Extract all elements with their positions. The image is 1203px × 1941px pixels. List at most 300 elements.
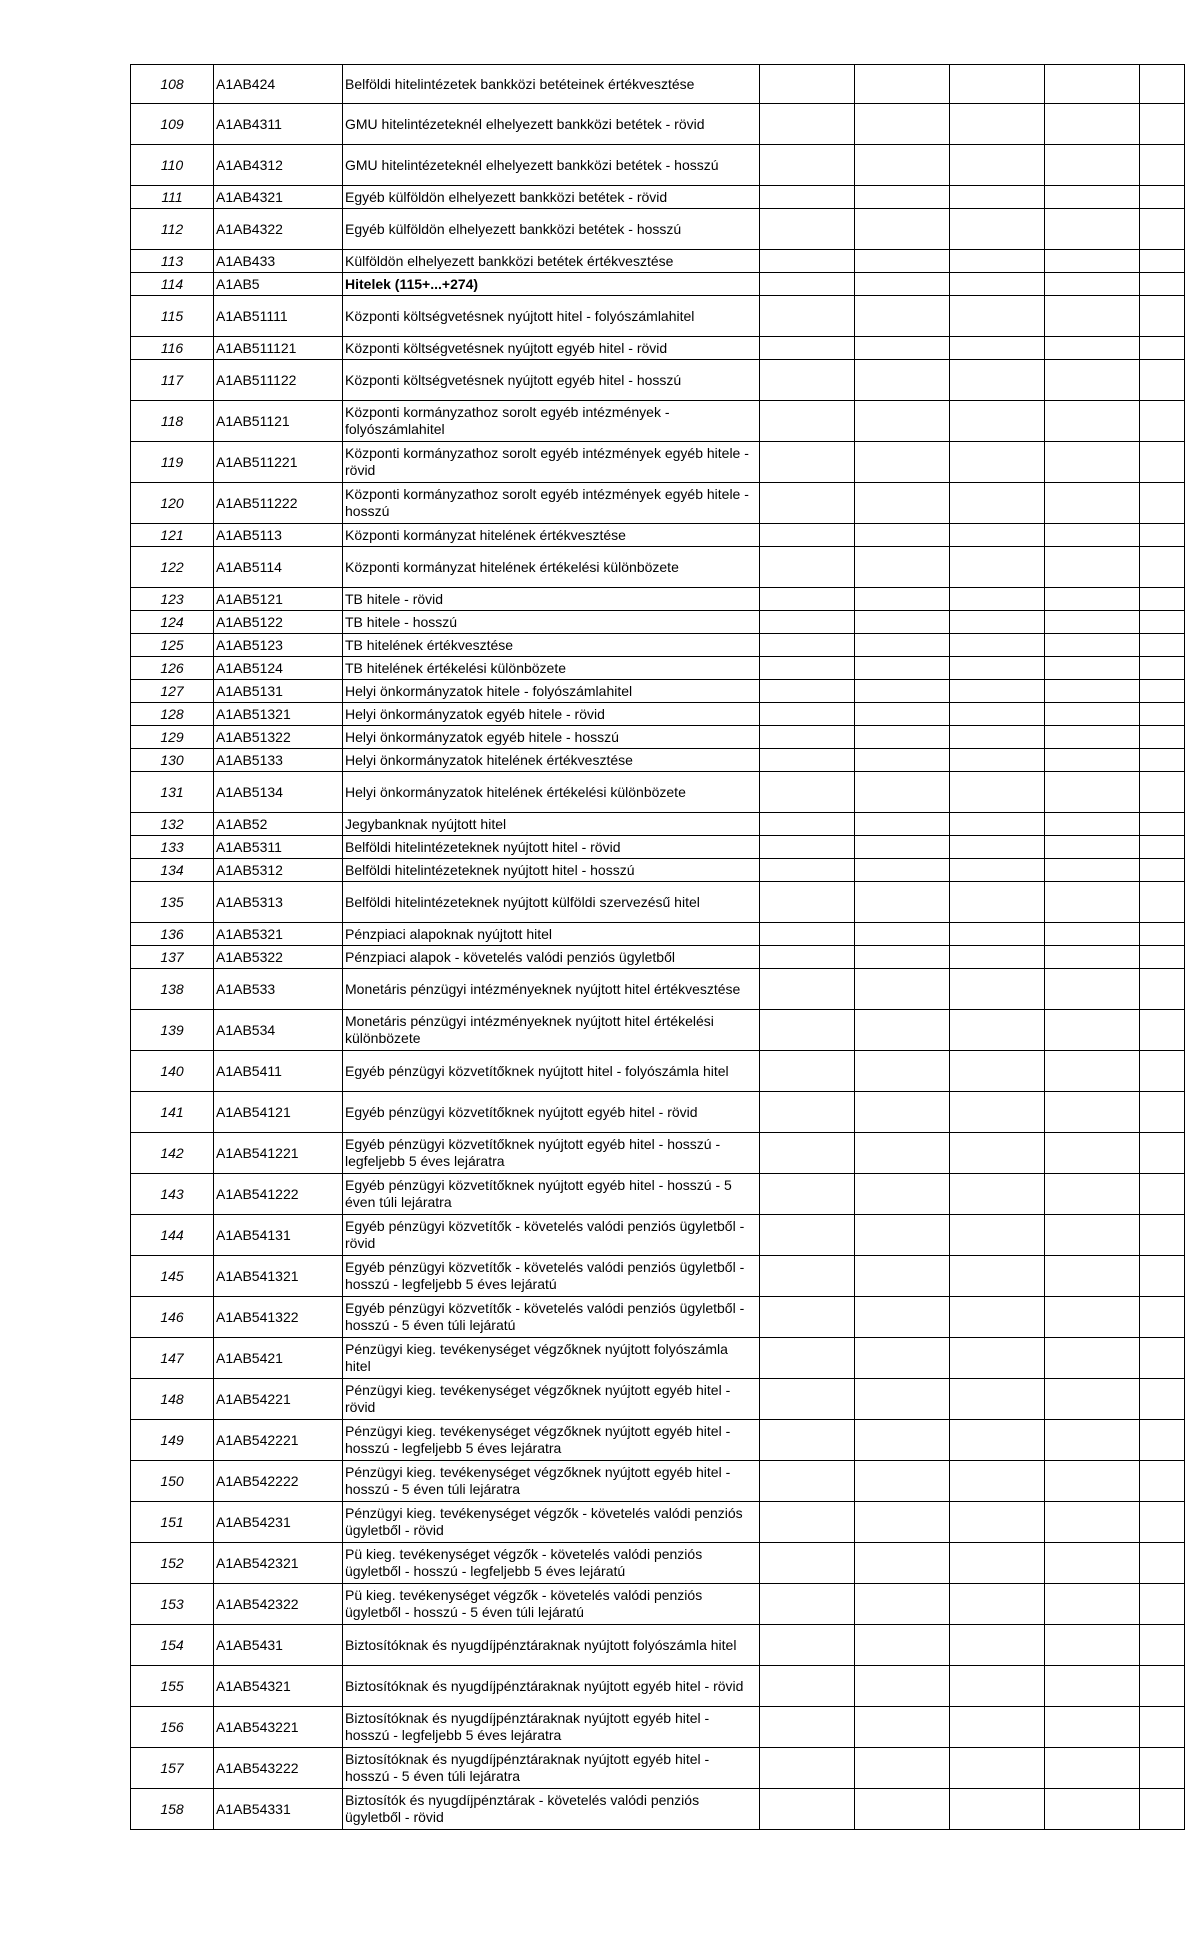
value-cell	[855, 1543, 950, 1584]
account-code-cell: A1AB424	[214, 65, 343, 104]
table-row	[131, 186, 1185, 209]
value-cell	[760, 401, 855, 442]
value-cell	[760, 657, 855, 680]
table-row	[131, 547, 1185, 588]
table-row	[131, 104, 1185, 145]
value-cell	[855, 401, 950, 442]
value-cell	[950, 65, 1045, 104]
value-cell	[1140, 1584, 1185, 1625]
value-cell	[950, 969, 1045, 1010]
value-cell	[855, 547, 950, 588]
description-cell: Helyi önkormányzatok hitelének értékelési különbözete	[343, 772, 760, 813]
value-cell	[950, 772, 1045, 813]
account-code-cell: A1AB54121	[214, 1092, 343, 1133]
description-cell: Központi költségvetésnek nyújtott hitel - folyószámlahitel	[343, 296, 760, 337]
description-cell: Központi kormányzat hitelének értékvesztése	[343, 524, 760, 547]
row-number-cell: 110	[131, 145, 214, 186]
value-cell	[950, 611, 1045, 634]
value-cell	[950, 1666, 1045, 1707]
value-cell	[760, 1051, 855, 1092]
description-cell: Egyéb pénzügyi közvetítők - követelés valódi penziós ügyletből - hosszú - 5 éven túli lejáratú	[343, 1297, 760, 1338]
row-number-cell: 144	[131, 1215, 214, 1256]
value-cell	[855, 1789, 950, 1830]
description-cell: Központi költségvetésnek nyújtott egyéb hitel - rövid	[343, 337, 760, 360]
table-row	[131, 401, 1185, 442]
table-row	[131, 611, 1185, 634]
row-number-cell: 121	[131, 524, 214, 547]
description-cell: Biztosítóknak és nyugdíjpénztáraknak nyújtott egyéb hitel - hosszú - legfeljebb 5 éves lejáratra	[343, 1707, 760, 1748]
value-cell	[760, 680, 855, 703]
table-row	[131, 882, 1185, 923]
row-number-cell: 135	[131, 882, 214, 923]
account-code-cell: A1AB52	[214, 813, 343, 836]
account-code-cell: A1AB4312	[214, 145, 343, 186]
value-cell	[855, 1707, 950, 1748]
table-row	[131, 726, 1185, 749]
table-row	[131, 1748, 1185, 1789]
description-cell: Egyéb külföldön elhelyezett bankközi betétek - hosszú	[343, 209, 760, 250]
row-number-cell: 128	[131, 703, 214, 726]
description-cell: Egyéb külföldön elhelyezett bankközi betétek - rövid	[343, 186, 760, 209]
value-cell	[1140, 836, 1185, 859]
description-cell: Pénzügyi kieg. tevékenységet végzőknek nyújtott egyéb hitel - rövid	[343, 1379, 760, 1420]
account-code-cell: A1AB5311	[214, 836, 343, 859]
value-cell	[950, 859, 1045, 882]
value-cell	[855, 1584, 950, 1625]
value-cell	[760, 65, 855, 104]
row-number-cell: 147	[131, 1338, 214, 1379]
value-cell	[1140, 1502, 1185, 1543]
description-cell: Pü kieg. tevékenységet végzők - követelés valódi penziós ügyletből - hosszú - legfeljebb 5 éves lejáratú	[343, 1543, 760, 1584]
value-cell	[950, 483, 1045, 524]
value-cell	[1140, 1789, 1185, 1830]
table-row	[131, 634, 1185, 657]
value-cell	[950, 703, 1045, 726]
account-code-cell: A1AB5121	[214, 588, 343, 611]
value-cell	[950, 104, 1045, 145]
table-row	[131, 1420, 1185, 1461]
value-cell	[1045, 726, 1140, 749]
value-cell	[950, 1092, 1045, 1133]
value-cell	[950, 1584, 1045, 1625]
description-cell: Helyi önkormányzatok hitelének értékvesztése	[343, 749, 760, 772]
value-cell	[1140, 703, 1185, 726]
value-cell	[1045, 749, 1140, 772]
value-cell	[1045, 273, 1140, 296]
row-number-cell: 130	[131, 749, 214, 772]
description-cell: Központi kormányzathoz sorolt egyéb intézmények egyéb hitele - rövid	[343, 442, 760, 483]
table-row	[131, 772, 1185, 813]
value-cell	[760, 836, 855, 859]
row-number-cell: 113	[131, 250, 214, 273]
value-cell	[760, 1256, 855, 1297]
description-cell: Monetáris pénzügyi intézményeknek nyújtott hitel értékelési különbözete	[343, 1010, 760, 1051]
value-cell	[1140, 588, 1185, 611]
value-cell	[1140, 209, 1185, 250]
value-cell	[1045, 360, 1140, 401]
value-cell	[855, 1297, 950, 1338]
value-cell	[1045, 923, 1140, 946]
account-code-cell: A1AB5114	[214, 547, 343, 588]
description-cell: Pénzügyi kieg. tevékenységet végzőknek nyújtott egyéb hitel - hosszú - legfeljebb 5 éves lejáratra	[343, 1420, 760, 1461]
value-cell	[760, 1625, 855, 1666]
row-number-cell: 138	[131, 969, 214, 1010]
value-cell	[855, 946, 950, 969]
value-cell	[1140, 946, 1185, 969]
description-cell: Biztosítók és nyugdíjpénztárak - követelés valódi penziós ügyletből - rövid	[343, 1789, 760, 1830]
value-cell	[1140, 1625, 1185, 1666]
account-code-cell: A1AB5134	[214, 772, 343, 813]
row-number-cell: 134	[131, 859, 214, 882]
description-cell: Pü kieg. tevékenységet végzők - követelés valódi penziós ügyletből - hosszú - 5 éven túli lejáratú	[343, 1584, 760, 1625]
row-number-cell: 146	[131, 1297, 214, 1338]
value-cell	[760, 1461, 855, 1502]
value-cell	[1045, 1338, 1140, 1379]
value-cell	[855, 1174, 950, 1215]
value-cell	[1045, 1748, 1140, 1789]
account-code-cell: A1AB4321	[214, 186, 343, 209]
value-cell	[950, 1748, 1045, 1789]
table-row	[131, 442, 1185, 483]
value-cell	[1140, 483, 1185, 524]
value-cell	[855, 1420, 950, 1461]
row-number-cell: 140	[131, 1051, 214, 1092]
row-number-cell: 109	[131, 104, 214, 145]
value-cell	[760, 634, 855, 657]
description-cell: Helyi önkormányzatok egyéb hitele - rövid	[343, 703, 760, 726]
table-row	[131, 923, 1185, 946]
row-number-cell: 136	[131, 923, 214, 946]
row-number-cell: 131	[131, 772, 214, 813]
account-code-cell: A1AB5321	[214, 923, 343, 946]
row-number-cell: 158	[131, 1789, 214, 1830]
value-cell	[760, 1133, 855, 1174]
description-cell: Hitelek (115+...+274)	[343, 273, 760, 296]
value-cell	[760, 442, 855, 483]
description-cell: Biztosítóknak és nyugdíjpénztáraknak nyújtott folyószámla hitel	[343, 1625, 760, 1666]
table-row	[131, 524, 1185, 547]
value-cell	[760, 923, 855, 946]
value-cell	[950, 726, 1045, 749]
row-number-cell: 117	[131, 360, 214, 401]
description-cell: Pénzpiaci alapoknak nyújtott hitel	[343, 923, 760, 946]
value-cell	[1140, 250, 1185, 273]
value-cell	[855, 296, 950, 337]
table-row	[131, 1584, 1185, 1625]
value-cell	[1140, 634, 1185, 657]
value-cell	[855, 65, 950, 104]
value-cell	[1045, 1256, 1140, 1297]
row-number-cell: 148	[131, 1379, 214, 1420]
row-number-cell: 115	[131, 296, 214, 337]
value-cell	[855, 1338, 950, 1379]
value-cell	[950, 337, 1045, 360]
description-cell: TB hitelének értékvesztése	[343, 634, 760, 657]
value-cell	[1045, 250, 1140, 273]
description-cell: Egyéb pénzügyi közvetítőknek nyújtott hitel - folyószámla hitel	[343, 1051, 760, 1092]
value-cell	[1045, 882, 1140, 923]
account-code-cell: A1AB5133	[214, 749, 343, 772]
value-cell	[855, 813, 950, 836]
value-cell	[855, 442, 950, 483]
value-cell	[950, 1502, 1045, 1543]
value-cell	[855, 634, 950, 657]
value-cell	[1140, 1256, 1185, 1297]
description-cell: TB hitele - rövid	[343, 588, 760, 611]
account-code-cell: A1AB433	[214, 250, 343, 273]
row-number-cell: 143	[131, 1174, 214, 1215]
description-cell: Biztosítóknak és nyugdíjpénztáraknak nyújtott egyéb hitel - hosszú - 5 éven túli lejáratra	[343, 1748, 760, 1789]
account-code-cell: A1AB5313	[214, 882, 343, 923]
value-cell	[1140, 1707, 1185, 1748]
value-cell	[950, 836, 1045, 859]
value-cell	[1045, 547, 1140, 588]
value-cell	[950, 634, 1045, 657]
table-row	[131, 680, 1185, 703]
description-cell: Jegybanknak nyújtott hitel	[343, 813, 760, 836]
row-number-cell: 111	[131, 186, 214, 209]
value-cell	[1045, 1461, 1140, 1502]
row-number-cell: 155	[131, 1666, 214, 1707]
value-cell	[760, 1215, 855, 1256]
account-code-cell: A1AB542221	[214, 1420, 343, 1461]
row-number-cell: 150	[131, 1461, 214, 1502]
account-code-cell: A1AB541321	[214, 1256, 343, 1297]
value-cell	[855, 680, 950, 703]
row-number-cell: 132	[131, 813, 214, 836]
table-row	[131, 296, 1185, 337]
table-row	[131, 1215, 1185, 1256]
value-cell	[855, 1256, 950, 1297]
value-cell	[1140, 1092, 1185, 1133]
row-number-cell: 145	[131, 1256, 214, 1297]
value-cell	[950, 1215, 1045, 1256]
value-cell	[760, 547, 855, 588]
account-code-cell: A1AB51322	[214, 726, 343, 749]
table-row	[131, 1256, 1185, 1297]
value-cell	[1140, 1420, 1185, 1461]
table-row	[131, 813, 1185, 836]
value-cell	[760, 296, 855, 337]
table-row	[131, 250, 1185, 273]
value-cell	[1045, 1174, 1140, 1215]
table-row	[131, 1051, 1185, 1092]
value-cell	[950, 1338, 1045, 1379]
value-cell	[760, 1420, 855, 1461]
row-number-cell: 125	[131, 634, 214, 657]
value-cell	[855, 483, 950, 524]
row-number-cell: 133	[131, 836, 214, 859]
table-row	[131, 1174, 1185, 1215]
description-cell: GMU hitelintézeteknél elhelyezett bankközi betétek - rövid	[343, 104, 760, 145]
value-cell	[855, 859, 950, 882]
value-cell	[1140, 296, 1185, 337]
value-cell	[855, 209, 950, 250]
value-cell	[1140, 65, 1185, 104]
value-cell	[1140, 611, 1185, 634]
table-row	[131, 1010, 1185, 1051]
account-code-cell: A1AB511222	[214, 483, 343, 524]
description-cell: Központi kormányzathoz sorolt egyéb intézmények egyéb hitele - hosszú	[343, 483, 760, 524]
table-row	[131, 273, 1185, 296]
value-cell	[950, 657, 1045, 680]
row-number-cell: 142	[131, 1133, 214, 1174]
row-number-cell: 118	[131, 401, 214, 442]
account-code-cell: A1AB5322	[214, 946, 343, 969]
value-cell	[950, 680, 1045, 703]
value-cell	[1045, 1010, 1140, 1051]
value-cell	[855, 104, 950, 145]
value-cell	[760, 588, 855, 611]
value-cell	[1140, 1133, 1185, 1174]
description-cell: Biztosítóknak és nyugdíjpénztáraknak nyújtott egyéb hitel - rövid	[343, 1666, 760, 1707]
account-code-cell: A1AB542321	[214, 1543, 343, 1584]
value-cell	[1140, 1379, 1185, 1420]
value-cell	[950, 749, 1045, 772]
value-cell	[760, 524, 855, 547]
value-cell	[760, 1789, 855, 1830]
value-cell	[855, 772, 950, 813]
description-cell: Pénzpiaci alapok - követelés valódi penziós ügyletből	[343, 946, 760, 969]
value-cell	[760, 1502, 855, 1543]
account-code-cell: A1AB5113	[214, 524, 343, 547]
value-cell	[760, 1666, 855, 1707]
account-code-cell: A1AB4322	[214, 209, 343, 250]
value-cell	[1045, 772, 1140, 813]
value-cell	[1045, 442, 1140, 483]
table-row	[131, 1502, 1185, 1543]
value-cell	[1140, 859, 1185, 882]
row-number-cell: 120	[131, 483, 214, 524]
table-row	[131, 969, 1185, 1010]
value-cell	[1045, 1666, 1140, 1707]
description-cell: Belföldi hitelintézetek bankközi betéteinek értékvesztése	[343, 65, 760, 104]
value-cell	[760, 726, 855, 749]
value-cell	[950, 1174, 1045, 1215]
row-number-cell: 156	[131, 1707, 214, 1748]
value-cell	[1140, 145, 1185, 186]
table-row	[131, 946, 1185, 969]
value-cell	[950, 1256, 1045, 1297]
account-code-cell: A1AB534	[214, 1010, 343, 1051]
value-cell	[1045, 969, 1140, 1010]
value-cell	[1140, 1666, 1185, 1707]
value-cell	[1045, 680, 1140, 703]
value-cell	[1045, 1379, 1140, 1420]
account-code-cell: A1AB541221	[214, 1133, 343, 1174]
account-code-cell: A1AB54231	[214, 1502, 343, 1543]
description-cell: Egyéb pénzügyi közvetítőknek nyújtott egyéb hitel - hosszú - legfeljebb 5 éves lejáratra	[343, 1133, 760, 1174]
value-cell	[760, 104, 855, 145]
value-cell	[1140, 1010, 1185, 1051]
description-cell: Pénzügyi kieg. tevékenységet végzők - követelés valódi penziós ügyletből - rövid	[343, 1502, 760, 1543]
value-cell	[1045, 1133, 1140, 1174]
value-cell	[1045, 1789, 1140, 1830]
account-code-cell: A1AB54131	[214, 1215, 343, 1256]
value-cell	[855, 1379, 950, 1420]
value-cell	[855, 1010, 950, 1051]
value-cell	[1045, 813, 1140, 836]
description-cell: Belföldi hitelintézeteknek nyújtott külföldi szervezésű hitel	[343, 882, 760, 923]
value-cell	[1045, 1092, 1140, 1133]
value-cell	[1140, 882, 1185, 923]
description-cell: Belföldi hitelintézeteknek nyújtott hitel - rövid	[343, 836, 760, 859]
description-cell: Egyéb pénzügyi közvetítők - követelés valódi penziós ügyletből - hosszú - legfeljebb 5 éves lejáratú	[343, 1256, 760, 1297]
value-cell	[950, 273, 1045, 296]
value-cell	[1045, 296, 1140, 337]
value-cell	[950, 1297, 1045, 1338]
description-cell: GMU hitelintézeteknél elhelyezett bankközi betétek - hosszú	[343, 145, 760, 186]
value-cell	[1045, 1215, 1140, 1256]
value-cell	[1140, 360, 1185, 401]
value-cell	[1045, 145, 1140, 186]
table-row	[131, 703, 1185, 726]
value-cell	[855, 1625, 950, 1666]
value-cell	[1045, 859, 1140, 882]
value-cell	[760, 1338, 855, 1379]
value-cell	[950, 813, 1045, 836]
value-cell	[950, 524, 1045, 547]
value-cell	[855, 611, 950, 634]
table-row	[131, 1625, 1185, 1666]
value-cell	[760, 611, 855, 634]
value-cell	[1140, 337, 1185, 360]
value-cell	[1045, 1297, 1140, 1338]
table-row	[131, 588, 1185, 611]
value-cell	[855, 882, 950, 923]
value-cell	[760, 859, 855, 882]
value-cell	[950, 209, 1045, 250]
row-number-cell: 154	[131, 1625, 214, 1666]
value-cell	[760, 337, 855, 360]
account-code-cell: A1AB54321	[214, 1666, 343, 1707]
row-number-cell: 137	[131, 946, 214, 969]
value-cell	[760, 1584, 855, 1625]
value-cell	[1140, 1748, 1185, 1789]
row-number-cell: 116	[131, 337, 214, 360]
account-code-cell: A1AB5123	[214, 634, 343, 657]
value-cell	[1045, 1420, 1140, 1461]
row-number-cell: 149	[131, 1420, 214, 1461]
row-number-cell: 152	[131, 1543, 214, 1584]
account-code-cell: A1AB5131	[214, 680, 343, 703]
account-code-cell: A1AB5421	[214, 1338, 343, 1379]
value-cell	[950, 923, 1045, 946]
table-row	[131, 337, 1185, 360]
value-cell	[1140, 401, 1185, 442]
value-cell	[1140, 1297, 1185, 1338]
account-code-cell: A1AB541222	[214, 1174, 343, 1215]
value-cell	[760, 360, 855, 401]
value-cell	[1140, 1543, 1185, 1584]
description-cell: Helyi önkormányzatok egyéb hitele - hosszú	[343, 726, 760, 749]
value-cell	[1045, 703, 1140, 726]
value-cell	[760, 1748, 855, 1789]
value-cell	[1140, 442, 1185, 483]
table-row	[131, 836, 1185, 859]
value-cell	[855, 657, 950, 680]
description-cell: Pénzügyi kieg. tevékenységet végzőknek nyújtott folyószámla hitel	[343, 1338, 760, 1379]
value-cell	[950, 1625, 1045, 1666]
value-cell	[950, 1543, 1045, 1584]
value-cell	[1140, 1051, 1185, 1092]
value-cell	[1045, 1584, 1140, 1625]
row-number-cell: 151	[131, 1502, 214, 1543]
account-code-cell: A1AB511122	[214, 360, 343, 401]
value-cell	[760, 1543, 855, 1584]
description-cell: Központi kormányzat hitelének értékelési különbözete	[343, 547, 760, 588]
value-cell	[1045, 1543, 1140, 1584]
